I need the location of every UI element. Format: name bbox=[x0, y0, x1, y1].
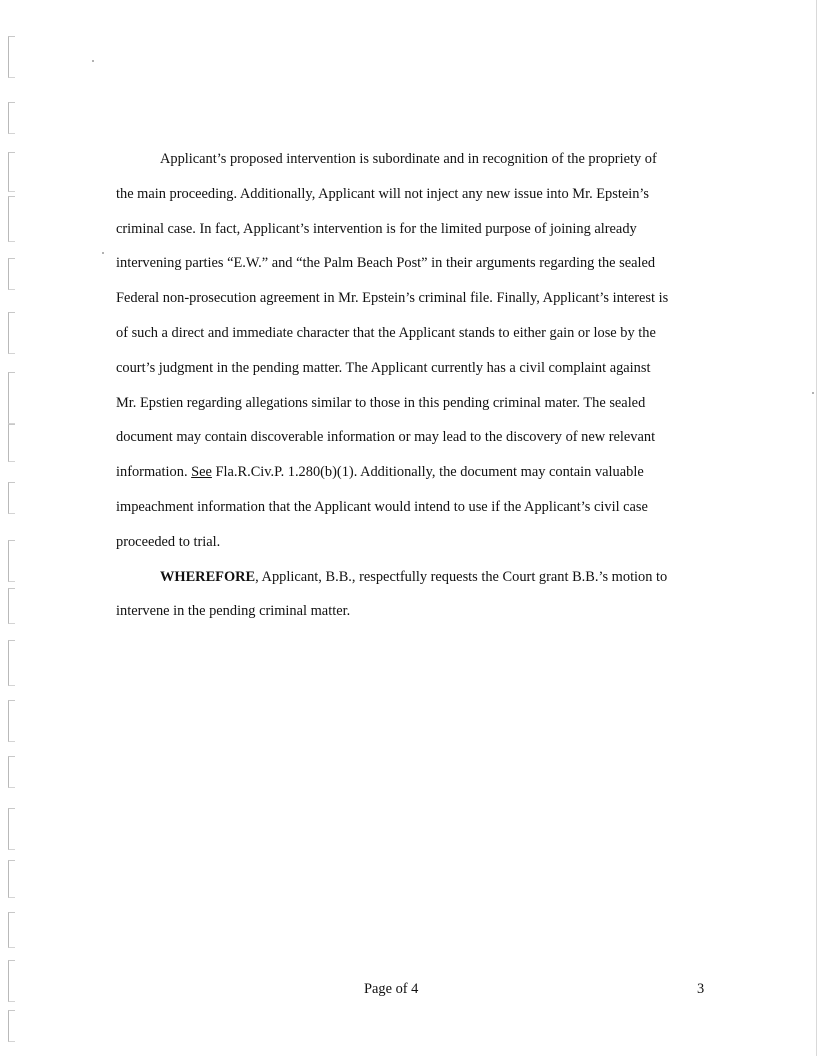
citation-pre-text: information. bbox=[116, 464, 192, 481]
scan-edge-mark bbox=[8, 540, 15, 582]
scan-edge-mark bbox=[8, 102, 15, 134]
scan-edge-mark bbox=[8, 960, 15, 1002]
scan-speck bbox=[102, 252, 104, 254]
citation-post-text: Fla.R.Civ.P. 1.280(b)(1). Additionally, the document may contain valuable bbox=[211, 464, 644, 481]
paragraph1-line: Mr. Epstien regarding allegations similar to those in this pending criminal mater. The sealed bbox=[116, 394, 646, 411]
paragraph1-line: document may contain discoverable information or may lead to the discovery of new relevant bbox=[116, 429, 656, 446]
paragraph1-line: proceeded to trial. bbox=[116, 533, 221, 550]
scan-edge-mark bbox=[8, 808, 15, 850]
scan-edge-mark bbox=[8, 258, 15, 290]
paragraph1-line: intervening parties “E.W.” and “the Palm Beach Post” in their arguments regarding the sealed bbox=[116, 255, 656, 272]
scan-edge-mark bbox=[8, 860, 15, 898]
paragraph1-line: Applicant’s proposed intervention is subordinate and in recognition of the propriety of bbox=[160, 151, 657, 167]
paragraph1-line: Federal non-prosecution agreement in Mr. Epstein’s criminal file. Finally, Applicant’s interest is bbox=[116, 290, 669, 307]
scan-speck bbox=[92, 60, 94, 62]
paragraph2-line: intervene in the pending criminal matter. bbox=[116, 603, 351, 620]
paragraph1-line: the main proceeding. Additionally, Applicant will not inject any new issue into Mr. Epstein’s bbox=[116, 185, 650, 202]
paragraph1-line: impeachment information that the Applicant would intend to use if the Applicant’s civil case bbox=[116, 498, 648, 515]
scan-edge-mark bbox=[8, 152, 15, 192]
scan-edge-mark bbox=[8, 196, 15, 242]
scan-edge-mark bbox=[8, 756, 15, 788]
paragraph2-line-rest: , Applicant, B.B., respectfully requests the Court grant B.B.’s motion to bbox=[255, 568, 668, 585]
paragraph1-line: of such a direct and immediate character that the Applicant stands to either gain or lose by the bbox=[116, 324, 656, 341]
scan-edge-mark bbox=[8, 424, 15, 462]
scan-edge-mark bbox=[8, 912, 15, 948]
scan-edge-mark bbox=[8, 640, 15, 686]
paragraph1-line-citation bbox=[116, 455, 716, 490]
document-body bbox=[116, 142, 716, 629]
scan-edge-mark bbox=[8, 36, 15, 78]
footer-page-number: 3 bbox=[697, 981, 705, 997]
scan-edge-mark bbox=[8, 588, 15, 624]
footer-page-label: Page of 4 bbox=[364, 981, 419, 997]
scan-edge-mark bbox=[8, 700, 15, 742]
paragraph1-line: court’s judgment in the pending matter. The Applicant currently has a civil complaint against bbox=[116, 359, 651, 376]
scan-edge-mark bbox=[8, 1010, 15, 1042]
paragraph2-line bbox=[116, 560, 716, 595]
scan-speck bbox=[812, 392, 814, 394]
wherefore-lead: WHEREFORE bbox=[160, 568, 256, 585]
scan-edge-mark bbox=[8, 312, 15, 354]
scan-edge-mark bbox=[8, 482, 15, 514]
citation-signal: See bbox=[191, 464, 212, 481]
paragraph1-line: criminal case. In fact, Applicant’s intervention is for the limited purpose of joining already bbox=[116, 220, 637, 237]
scan-edge-mark bbox=[8, 372, 15, 424]
